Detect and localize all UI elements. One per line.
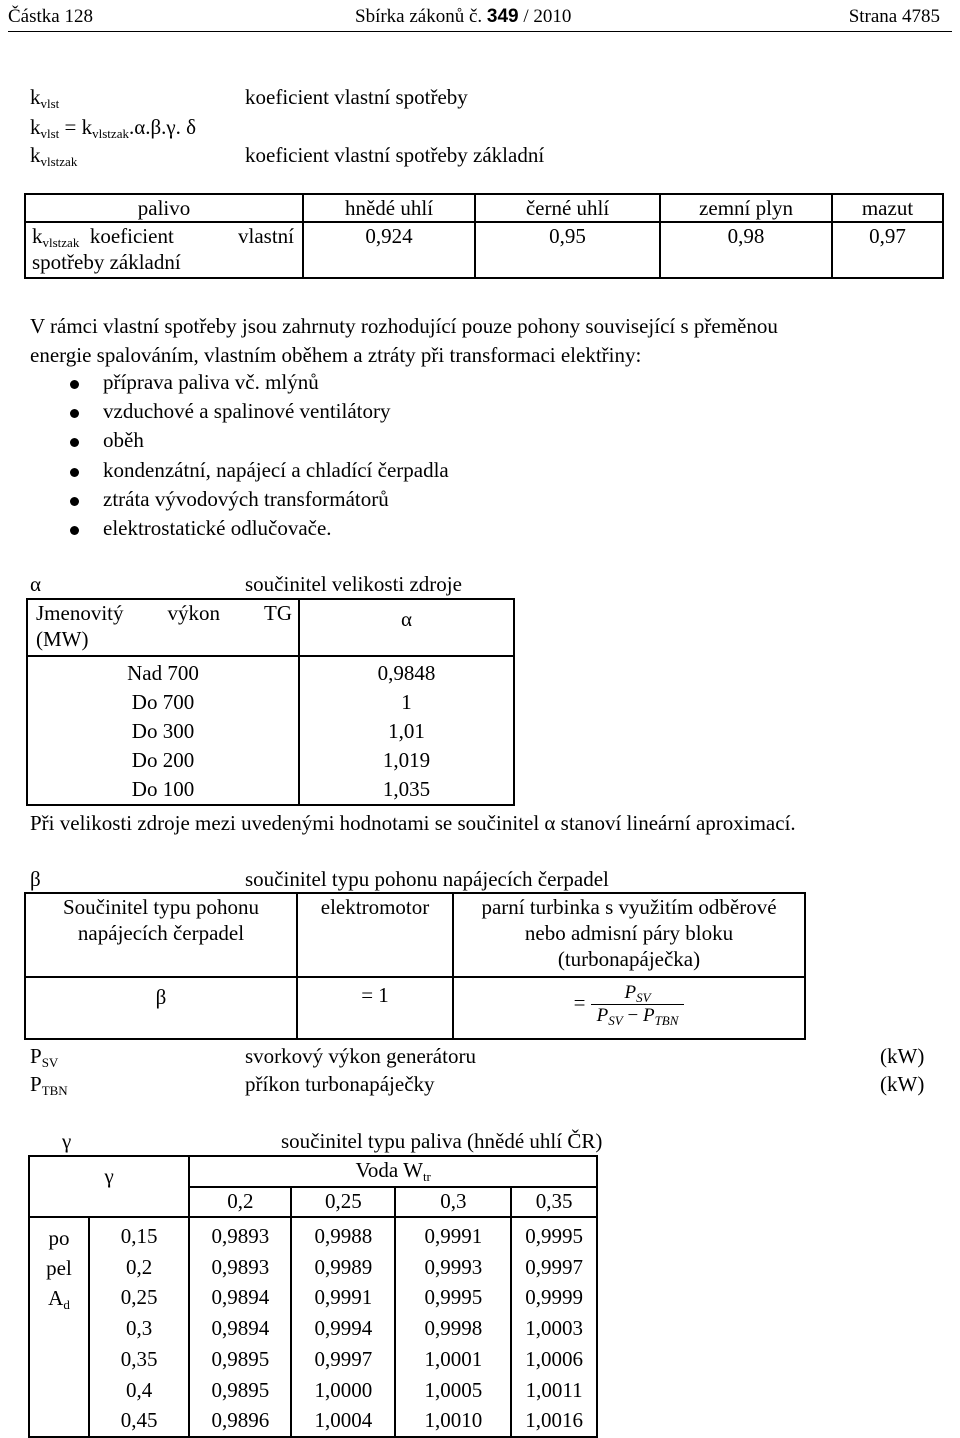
def-ptbn-symbol: $P_{TBN}$ xyxy=(30,1072,68,1098)
gamma-description: součinitel typu paliva (hnědé uhlí ČR) xyxy=(281,1129,603,1153)
alpha-values-cell xyxy=(299,656,514,805)
alpha-row-label: Nad 700 xyxy=(127,661,199,685)
bullet-item: příprava paliva vč. mlýnů xyxy=(103,370,319,394)
beta-row-label: β xyxy=(25,977,297,1039)
alpha-row-label: Do 300 xyxy=(131,719,195,743)
alpha-row-label: Do 700 xyxy=(131,690,195,714)
gamma-table xyxy=(28,1155,598,1438)
bullet-item: ztráta vývodových transformátorů xyxy=(103,487,389,511)
def-ptbn-text: příkon turbonapáječky xyxy=(245,1072,435,1096)
alpha-row-value: 0,9848 xyxy=(377,661,436,685)
t1-value-fuel-oil: 0,97 xyxy=(832,222,943,278)
bullet-item: vzduchové a spalinové ventilátory xyxy=(103,399,391,423)
gamma-ash-values: 0,15 0,2 0,25 0,3 0,35 0,4 0,45 xyxy=(89,1217,189,1437)
gamma-col-values: 0,9995 0,9997 0,9999 1,0003 1,0006 1,0011 1,0016 xyxy=(511,1217,597,1437)
t1-header-brown-coal: hnědé uhlí xyxy=(303,194,475,222)
header-rule xyxy=(8,31,952,32)
alpha-header-left: Jmenovitý výkon TG (MW) xyxy=(27,599,299,656)
beta-table xyxy=(24,892,806,1040)
bullet-dot xyxy=(70,409,79,418)
t1-value-natural-gas: 0,98 xyxy=(660,222,832,278)
header-collection-number: 349 xyxy=(486,6,519,27)
def-kvlst-formula: $k_{vlst} = k_{vlstzak}.\alpha.\beta.\gamma$. δ xyxy=(30,115,197,141)
t1-header-black-coal: černé uhlí xyxy=(475,194,660,222)
header-collection-title xyxy=(355,4,571,30)
alpha-header-right: α xyxy=(299,599,514,656)
gamma-col-values: 0,9893 0,9893 0,9894 0,9894 0,9895 0,9895 0,9896 xyxy=(189,1217,291,1437)
header-page-number: Strana 4785 xyxy=(848,6,940,27)
def-kvlstzak-text: koeficient vlastní spotřeby základní xyxy=(245,143,545,167)
t1-header-fuel-oil: mazut xyxy=(832,194,943,222)
alpha-table xyxy=(26,598,515,806)
def-kvlst-symbol: $k_{vlst}$ xyxy=(30,85,60,111)
alpha-symbol: α xyxy=(30,572,42,596)
alpha-row-value: 1 xyxy=(401,690,412,714)
t1-value-black-coal: 0,95 xyxy=(475,222,660,278)
beta-value-electromotor: = 1 xyxy=(297,977,453,1039)
header-collection-prefix: Sbírka zákonů č. xyxy=(355,6,487,27)
bullet-item: elektrostatické odlučovače. xyxy=(103,516,332,540)
beta-fraction: $\frac{P_{SV}}{P_{SV} - P_{TBN}}$ xyxy=(591,982,685,1027)
gamma-col-values: 0,9991 0,9993 0,9995 0,9998 1,0001 1,0005 1,0010 xyxy=(395,1217,511,1437)
beta-value-turbine: = $\frac{P_{SV}}{P_{SV} - P_{TBN}}$ xyxy=(453,977,805,1039)
gamma-ash-label: po pel $A_d$ xyxy=(29,1217,89,1437)
beta-description: součinitel typu pohonu napájecích čerpadel xyxy=(245,867,609,891)
bullet-dot xyxy=(70,380,79,389)
def-ptbn-unit: (kW) xyxy=(880,1072,925,1096)
gamma-col-header: 0,3 xyxy=(395,1187,511,1217)
alpha-row-label: Do 200 xyxy=(131,748,195,772)
t1-header-fuel: palivo xyxy=(25,194,303,222)
paragraph-line-2: energie spalováním, vlastním oběhem a ztráty při transformaci elektřiny: xyxy=(30,343,642,367)
t1-value-brown-coal: 0,924 xyxy=(303,222,475,278)
def-psv-text: svorkový výkon generátoru xyxy=(245,1044,476,1068)
header-part-label: Částka 128 xyxy=(8,6,93,27)
gamma-symbol: γ xyxy=(62,1129,72,1153)
alpha-labels-cell xyxy=(27,656,299,805)
def-psv-symbol: $P_{SV}$ xyxy=(30,1044,59,1070)
fuel-coefficient-table xyxy=(24,193,944,279)
alpha-description: součinitel velikosti zdroje xyxy=(245,572,462,596)
paragraph-line-1: V rámci vlastní spotřeby jsou zahrnuty rozhodující pouze pohony související s přeměnou xyxy=(30,314,778,338)
beta-symbol: β xyxy=(30,867,41,891)
def-kvlst-text: koeficient vlastní spotřeby xyxy=(245,85,468,109)
header-collection-year: / 2010 xyxy=(518,6,572,27)
alpha-note: Při velikosti zdroje mezi uvedenými hodnotami se součinitel α stanoví lineární aproximací. xyxy=(30,811,796,835)
gamma-col-header: 0,35 xyxy=(511,1187,597,1217)
alpha-row-label: Do 100 xyxy=(131,777,195,801)
def-psv-unit: (kW) xyxy=(880,1044,925,1068)
def-kvlstzak-symbol: $k_{vlstzak}$ xyxy=(30,143,78,169)
beta-header-electromotor: elektromotor xyxy=(297,893,453,977)
bullet-dot xyxy=(70,468,79,477)
bullet-dot xyxy=(70,497,79,506)
gamma-col-header: 0,2 xyxy=(189,1187,291,1217)
beta-header-drive-type: Součinitel typu pohonu napájecích čerpadel xyxy=(25,893,297,977)
gamma-col-values: 0,9988 0,9989 0,9991 0,9994 0,9997 1,0000 1,0004 xyxy=(291,1217,395,1437)
alpha-row-value: 1,035 xyxy=(382,777,431,801)
bullet-item: oběh xyxy=(103,428,144,452)
bullet-item: kondenzátní, napájecí a chladící čerpadla xyxy=(103,458,449,482)
t1-row-label: $k_{vlstzak}$ koeficient vlastní spotřeby základní xyxy=(25,222,303,278)
bullet-dot xyxy=(70,526,79,535)
alpha-row-value: 1,019 xyxy=(382,748,431,772)
gamma-water-title: Voda $W_{tr}$ xyxy=(189,1156,597,1187)
gamma-col-header: 0,25 xyxy=(291,1187,395,1217)
bullet-dot xyxy=(70,438,79,447)
gamma-corner: γ xyxy=(29,1156,189,1217)
alpha-row-value: 1,01 xyxy=(388,719,425,743)
t1-header-natural-gas: zemní plyn xyxy=(660,194,832,222)
beta-header-turbine: parní turbinka s využitím odběrové nebo admisní páry bloku (turbonapáječka) xyxy=(453,893,805,977)
